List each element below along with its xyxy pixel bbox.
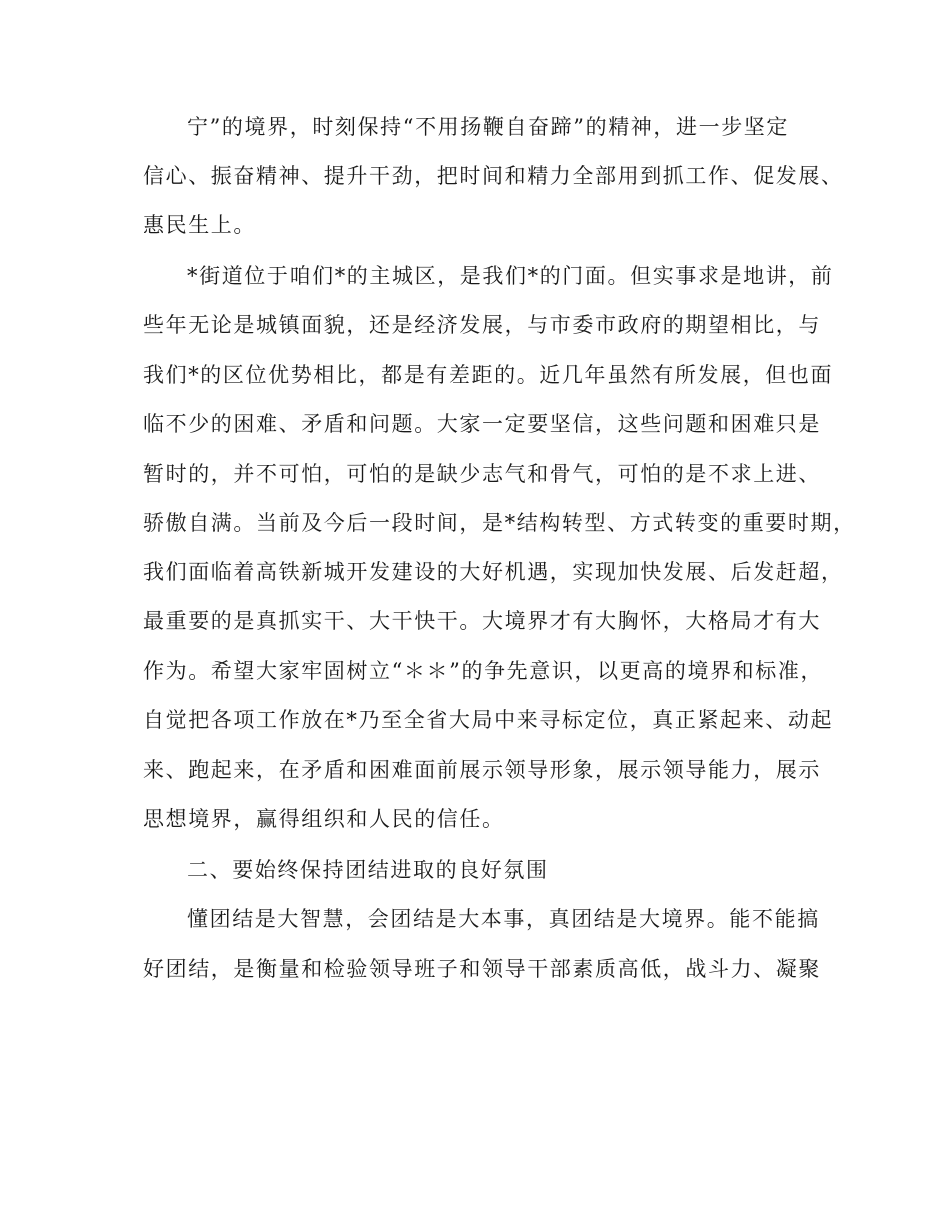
- text-line: 最重要的是真抓实干、大干快干。大境界才有大胸怀，大格局才有大: [143, 609, 821, 633]
- text-line: 好团结，是衡量和检验领导班子和领导干部素质高低，战斗力、凝聚: [143, 957, 821, 981]
- text-line: 惠民生上。: [143, 213, 256, 237]
- text-line: 思想境界，赢得组织和人民的信任。: [143, 807, 505, 831]
- text-line: 懂团结是大智慧，会团结是大本事，真团结是大境界。能不能搞: [187, 907, 820, 931]
- text-line: 我们*的区位优势相比，都是有差距的。近几年虽然有所发展，但也面: [143, 363, 834, 387]
- text-line: 宁”的境界，时刻保持“不用扬鞭自奋蹄”的精神，进一步坚定: [187, 115, 790, 139]
- text-line: 些年无论是城镇面貌，还是经济发展，与市委市政府的期望相比，与: [143, 313, 821, 337]
- text-line: 作为。希望大家牢固树立“＊＊”的争先意识，以更高的境界和标准，: [143, 659, 824, 683]
- text-line: *街道位于咱们*的主城区，是我们*的门面。但实事求是地讲，前: [187, 264, 834, 288]
- text-line: 我们面临着高铁新城开发建设的大好机遇，实现加快发展、后发赶超，: [143, 560, 844, 584]
- text-line: 临不少的困难、矛盾和问题。大家一定要坚信，这些问题和困难只是: [143, 412, 821, 436]
- text-line: 暂时的，并不可怕，可怕的是缺少志气和骨气，可怕的是不求上进、: [143, 462, 821, 486]
- text-line: 自觉把各项工作放在*乃至全省大局中来寻标定位，真正紧起来、动起: [143, 708, 834, 732]
- text-line: 骄傲自满。当前及今后一段时间，是*结构转型、方式转变的重要时期，: [143, 511, 856, 535]
- text-line: 来、跑起来，在矛盾和困难面前展示领导形象，展示领导能力，展示: [143, 758, 821, 782]
- text-line: 信心、振奋精神、提升干劲，把时间和精力全部用到抓工作、促发展、: [143, 164, 844, 188]
- section-heading: 二、要始终保持团结进取的良好氛围: [187, 858, 549, 882]
